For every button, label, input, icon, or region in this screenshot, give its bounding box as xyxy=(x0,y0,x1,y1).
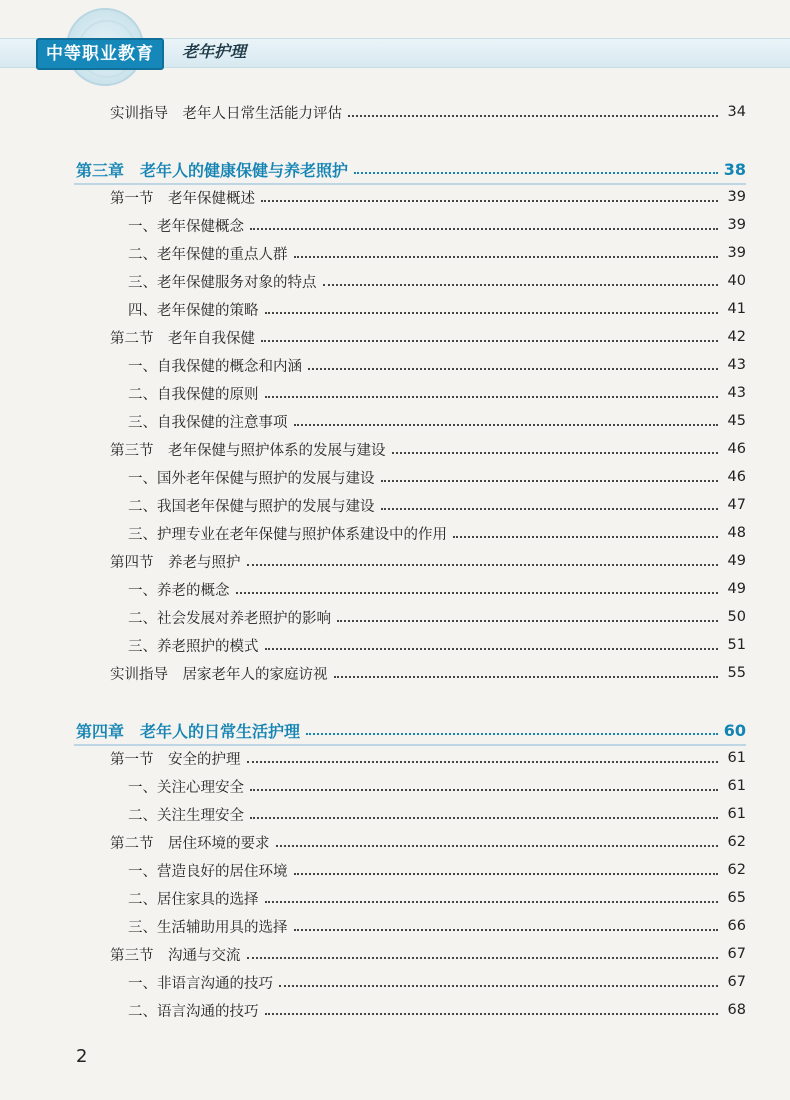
toc-entry-page: 47 xyxy=(727,497,746,513)
toc-subsection xyxy=(128,856,746,884)
toc-entry-label: 二、老年保健的重点人群 xyxy=(128,246,288,263)
toc-entry-page: 39 xyxy=(727,189,746,205)
toc-entry-label: 三、自我保健的注意事项 xyxy=(128,414,288,431)
dot-leader xyxy=(265,396,719,398)
toc-subsection xyxy=(128,463,746,491)
dot-leader xyxy=(453,536,718,538)
toc-entry-page: 43 xyxy=(727,357,746,373)
dot-leader xyxy=(334,676,719,678)
dot-leader xyxy=(247,564,719,566)
toc-entry-page: 65 xyxy=(727,890,746,906)
toc-chapter xyxy=(76,716,746,744)
dot-leader xyxy=(337,620,718,622)
toc-entry-page: 38 xyxy=(723,159,746,179)
toc-entry-label: 第二节 老年自我保健 xyxy=(110,330,255,347)
dot-leader xyxy=(392,452,719,454)
toc-entry-label: 二、社会发展对养老照护的影响 xyxy=(128,610,331,627)
dot-leader xyxy=(265,1013,719,1015)
dot-leader xyxy=(279,985,718,987)
toc-entry-label: 一、营造良好的居住环境 xyxy=(128,863,288,880)
toc-entry-label: 实训指导 居家老年人的家庭访视 xyxy=(110,666,328,683)
dot-leader xyxy=(354,172,718,174)
toc-entry-page: 68 xyxy=(727,1002,746,1018)
toc-section xyxy=(110,659,746,687)
toc-subsection xyxy=(128,239,746,267)
page-header xyxy=(0,0,790,90)
toc-entry-label: 一、关注心理安全 xyxy=(128,779,244,796)
toc-entry-page: 40 xyxy=(727,273,746,289)
toc-entry-label: 一、老年保健概念 xyxy=(128,218,244,235)
toc-entry-page: 46 xyxy=(727,441,746,457)
toc-entry-page: 67 xyxy=(727,974,746,990)
toc-subsection xyxy=(128,603,746,631)
toc-entry-page: 39 xyxy=(727,245,746,261)
dot-leader xyxy=(294,929,719,931)
dot-leader xyxy=(236,592,719,594)
toc-section xyxy=(110,98,746,126)
toc-entry-label: 三、生活辅助用具的选择 xyxy=(128,919,288,936)
toc-subsection xyxy=(128,996,746,1024)
dot-leader xyxy=(294,256,719,258)
toc-entry-label: 第三节 沟通与交流 xyxy=(110,947,241,964)
dot-leader xyxy=(265,648,719,650)
toc-entry-label: 三、老年保健服务对象的特点 xyxy=(128,274,317,291)
toc-entry-page: 48 xyxy=(727,525,746,541)
dot-leader xyxy=(306,733,718,735)
toc-entry-label: 三、护理专业在老年保健与照护体系建设中的作用 xyxy=(128,526,447,543)
toc-section xyxy=(110,183,746,211)
toc-entry-page: 61 xyxy=(727,806,746,822)
toc-subsection xyxy=(128,575,746,603)
toc-entry-page: 51 xyxy=(727,637,746,653)
toc-subsection xyxy=(128,631,746,659)
page-number: 2 xyxy=(76,1046,88,1067)
dot-leader xyxy=(308,368,718,370)
toc-entry-page: 60 xyxy=(723,720,746,740)
toc-entry-label: 第四节 养老与照护 xyxy=(110,554,241,571)
toc-subsection xyxy=(128,211,746,239)
toc-entry-label: 二、语言沟通的技巧 xyxy=(128,1003,259,1020)
dot-leader xyxy=(294,873,719,875)
toc-entry-label: 实训指导 老年人日常生活能力评估 xyxy=(110,105,342,122)
dot-leader xyxy=(250,228,718,230)
toc-entry-label: 一、自我保健的概念和内涵 xyxy=(128,358,302,375)
dot-leader xyxy=(247,957,719,959)
toc-subsection xyxy=(128,267,746,295)
toc-entry-label: 第三章 老年人的健康保健与养老照护 xyxy=(76,160,349,180)
dot-leader xyxy=(265,901,719,903)
toc-entry-label: 第二节 居住环境的要求 xyxy=(110,835,270,852)
toc-entry-label: 第一节 老年保健概述 xyxy=(110,190,255,207)
dot-leader xyxy=(276,845,719,847)
toc-subsection xyxy=(128,379,746,407)
toc-section xyxy=(110,323,746,351)
toc-entry-page: 34 xyxy=(727,104,746,120)
dot-leader xyxy=(323,284,719,286)
toc-entry-page: 66 xyxy=(727,918,746,934)
toc-section xyxy=(110,744,746,772)
dot-leader xyxy=(250,789,718,791)
toc-subsection xyxy=(128,491,746,519)
dot-leader xyxy=(261,200,718,202)
toc-entry-label: 三、养老照护的模式 xyxy=(128,638,259,655)
toc-subsection xyxy=(128,519,746,547)
toc-entry-label: 二、关注生理安全 xyxy=(128,807,244,824)
dot-leader xyxy=(381,480,719,482)
toc-subsection xyxy=(128,968,746,996)
toc-entry-page: 49 xyxy=(727,553,746,569)
toc-section xyxy=(110,435,746,463)
dot-leader xyxy=(250,817,718,819)
toc-entry-label: 第一节 安全的护理 xyxy=(110,751,241,768)
toc-entry-page: 41 xyxy=(727,301,746,317)
toc-subsection xyxy=(128,912,746,940)
toc-entry-page: 50 xyxy=(727,609,746,625)
toc-entry-page: 55 xyxy=(727,665,746,681)
dot-leader xyxy=(381,508,719,510)
toc-entry-page: 62 xyxy=(727,834,746,850)
toc-entry-label: 一、国外老年保健与照护的发展与建设 xyxy=(128,470,375,487)
toc-entry-label: 第三节 老年保健与照护体系的发展与建设 xyxy=(110,442,386,459)
dot-leader xyxy=(261,340,718,342)
toc-entry-page: 61 xyxy=(727,778,746,794)
toc-entry-page: 43 xyxy=(727,385,746,401)
toc-entry-label: 一、养老的概念 xyxy=(128,582,230,599)
toc-chapter xyxy=(76,155,746,183)
toc-entry-page: 49 xyxy=(727,581,746,597)
toc-section xyxy=(110,547,746,575)
toc-subsection xyxy=(128,884,746,912)
toc-entry-page: 67 xyxy=(727,946,746,962)
series-title: 中等职业教育 xyxy=(36,38,164,70)
dot-leader xyxy=(265,312,719,314)
toc-section xyxy=(110,828,746,856)
toc-entry-label: 一、非语言沟通的技巧 xyxy=(128,975,273,992)
toc-entry-label: 二、我国老年保健与照护的发展与建设 xyxy=(128,498,375,515)
toc-entry-page: 61 xyxy=(727,750,746,766)
toc-entry-page: 62 xyxy=(727,862,746,878)
dot-leader xyxy=(294,424,719,426)
toc-entry-page: 45 xyxy=(727,413,746,429)
toc-subsection xyxy=(128,772,746,800)
toc-entry-label: 第四章 老年人的日常生活护理 xyxy=(76,721,301,741)
toc-subsection xyxy=(128,407,746,435)
toc-entry-label: 二、自我保健的原则 xyxy=(128,386,259,403)
dot-leader xyxy=(247,761,719,763)
book-title: 老年护理 xyxy=(182,42,247,61)
toc-entry-page: 42 xyxy=(727,329,746,345)
toc-section xyxy=(110,940,746,968)
toc-entry-page: 39 xyxy=(727,217,746,233)
toc-subsection xyxy=(128,351,746,379)
toc-entry-label: 二、居住家具的选择 xyxy=(128,891,259,908)
toc-entry-page: 46 xyxy=(727,469,746,485)
dot-leader xyxy=(348,115,718,117)
toc-subsection xyxy=(128,295,746,323)
toc-entry-label: 四、老年保健的策略 xyxy=(128,302,259,319)
toc-subsection xyxy=(128,800,746,828)
